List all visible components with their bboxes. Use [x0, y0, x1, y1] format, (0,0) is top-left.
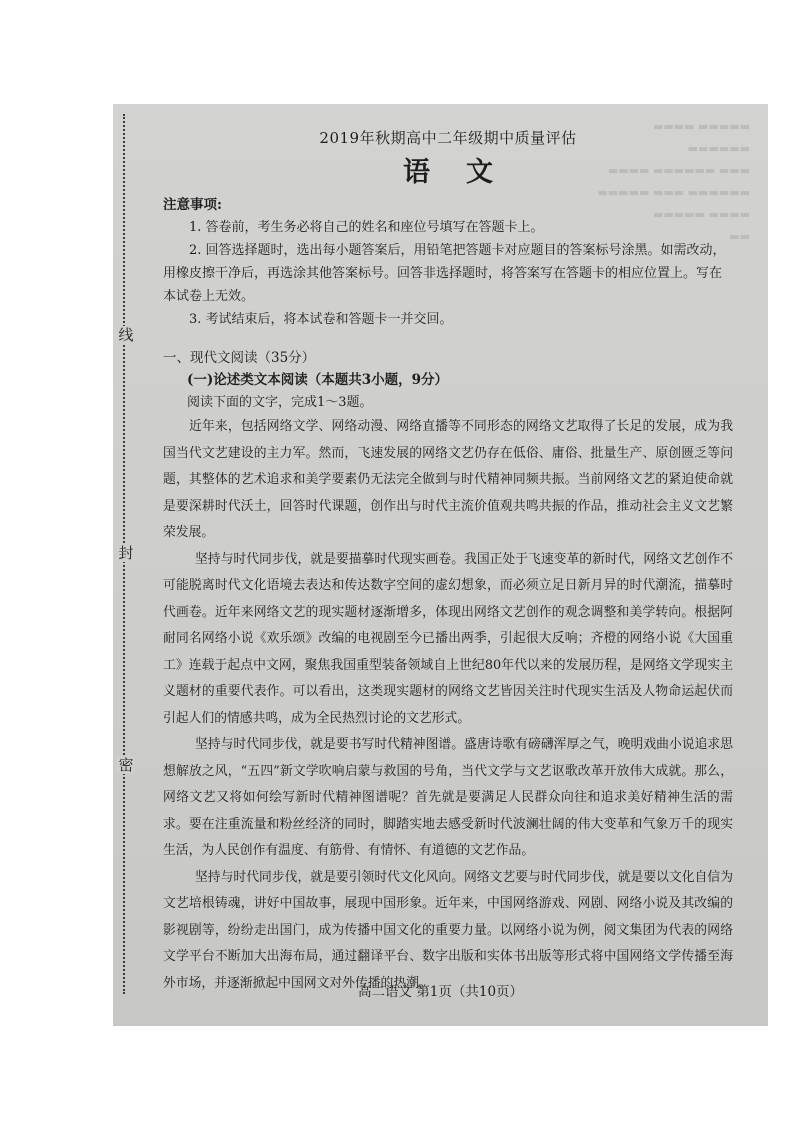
- binding-mark-line: 线: [118, 326, 134, 344]
- page-content: [163, 126, 733, 997]
- binding-mark-secret: 密: [118, 756, 134, 774]
- passage-paragraph: 近年来，包括网络文学、网络动漫、网络直播等不同形态的网络文艺取得了长足的发展，成为我国当代文艺建设的主力军。然而，飞速发展的网络文艺仍存在低俗、庸俗、批量生产、原创匮乏等问题，其整体的艺术追求和美学要素仍无法完全做到与时代精神同频共振。当前网络文艺的紧迫使命就是要深耕时代沃土，回答时代课题，创作出与时代主流价值观共鸣共振的作品，推动社会主义文艺繁荣发展。: [163, 419, 733, 540]
- notice-heading: 注意事项:: [163, 197, 222, 213]
- bleed-through-texture: ▬▬▬▬▬ ▬▬▬▬ ▬▬▬▬▬▬ ▬▬▬ ▬▬▬▬▬▬ ▬▬▬▬ ▬▬▬▬▬▬ ▬▬▬ ▬▬▬▬▬ ▬▬▬▬ ▬▬▬▬▬ ▬▬: [597, 120, 750, 243]
- passage-paragraph: 坚持与时代同步伐，就是要引领时代文化风向。网络文艺要与时代同步伐，就是要以文化自信为文艺培根铸魂，讲好中国故事，展现中国形象。近年来，中国网络游戏、网剧、网络小说及其改编的影视剧等，纷纷走出国门，成为传播中国文化的重要力量。以网络小说为例，阅文集团为代表的网络文学平台不断加大出海布局，通过翻译平台、数字出版和实体书出版等形式将中国网络文学传播至海外市场，并逐渐掀起中国网文对外传播的热潮。: [163, 869, 733, 991]
- notice-item: 1. 答卷前，考生务必将自己的姓名和座位号填写在答题卡上。: [189, 220, 544, 235]
- passage-paragraph: 坚持与时代同步伐，就是要描摹时代现实画卷。我国正处于飞速变革的新时代，网络文艺创作不可能脱离时代文化语境去表达和传达数字空间的虚幻想象，而必须立足日新月异的时代潮流，描摹时代画卷。近年来网络文艺的现实题材逐渐增多，体现出网络文艺创作的观念调整和美学转向。根据阿耐同名网络小说《欢乐颂》改编的电视剧至今已播出两季，引起很大反响；齐橙的网络小说《大国重工》连载于起点中文网，聚焦我国重型装备领域自上世纪80年代以来的发展历程，是网络文学现实主义题材的重要代表作。可以看出，这类现实题材的网络文艺皆因关注时代现实生活及人物命运起伏而引起人们的情感共鸣，成为全民热烈讨论的文艺形式。: [163, 551, 733, 726]
- reading-instruction: 阅读下面的文字，完成1～3题。: [187, 395, 373, 410]
- sub-section-heading: (一)论述类文本阅读（本题共3小题，9分）: [187, 372, 449, 388]
- exam-title: 2019年秋期高中二年级期中质量评估: [319, 129, 577, 147]
- passage-paragraph: 坚持与时代同步伐，就是要书写时代精神图谱。盛唐诗歌有磅礴浑厚之气，晚明戏曲小说追求思想解放之风，“五四”新文学吹响启蒙与救国的号角，当代文学与文艺讴歌改革开放伟大成就。那么，网络文艺又将如何绘写新时代精神图谱呢？首先就是要满足人民群众向往和追求美好精神生活的需求。要在注重流量和粉丝经济的同时，脚踏实地去感受新时代波澜壮阔的伟大变革和气象万千的现实生活，为人民创作有温度、有筋骨、有情怀、有道德的文艺作品。: [163, 737, 733, 858]
- subject-title: 语文: [403, 157, 529, 188]
- notice-item: 3. 考试结束后，将本试卷和答题卡一并交回。: [189, 312, 453, 327]
- page-footer: 高二语文 第1页（共10页）: [357, 984, 524, 1000]
- scanned-page: [113, 104, 768, 1026]
- section-heading: 一、现代文阅读（35分）: [163, 350, 316, 366]
- binding-mark-seal: 封: [118, 544, 134, 562]
- notice-item: 2. 回答选择题时，选出每小题答案后，用铅笔把答题卡对应题目的答案标号涂黑。如需改动，用橡皮擦干净后，再选涂其他答案标号。回答非选择题时，将答案写在答题卡的相应位置上。写在本试卷上无效。: [163, 243, 726, 304]
